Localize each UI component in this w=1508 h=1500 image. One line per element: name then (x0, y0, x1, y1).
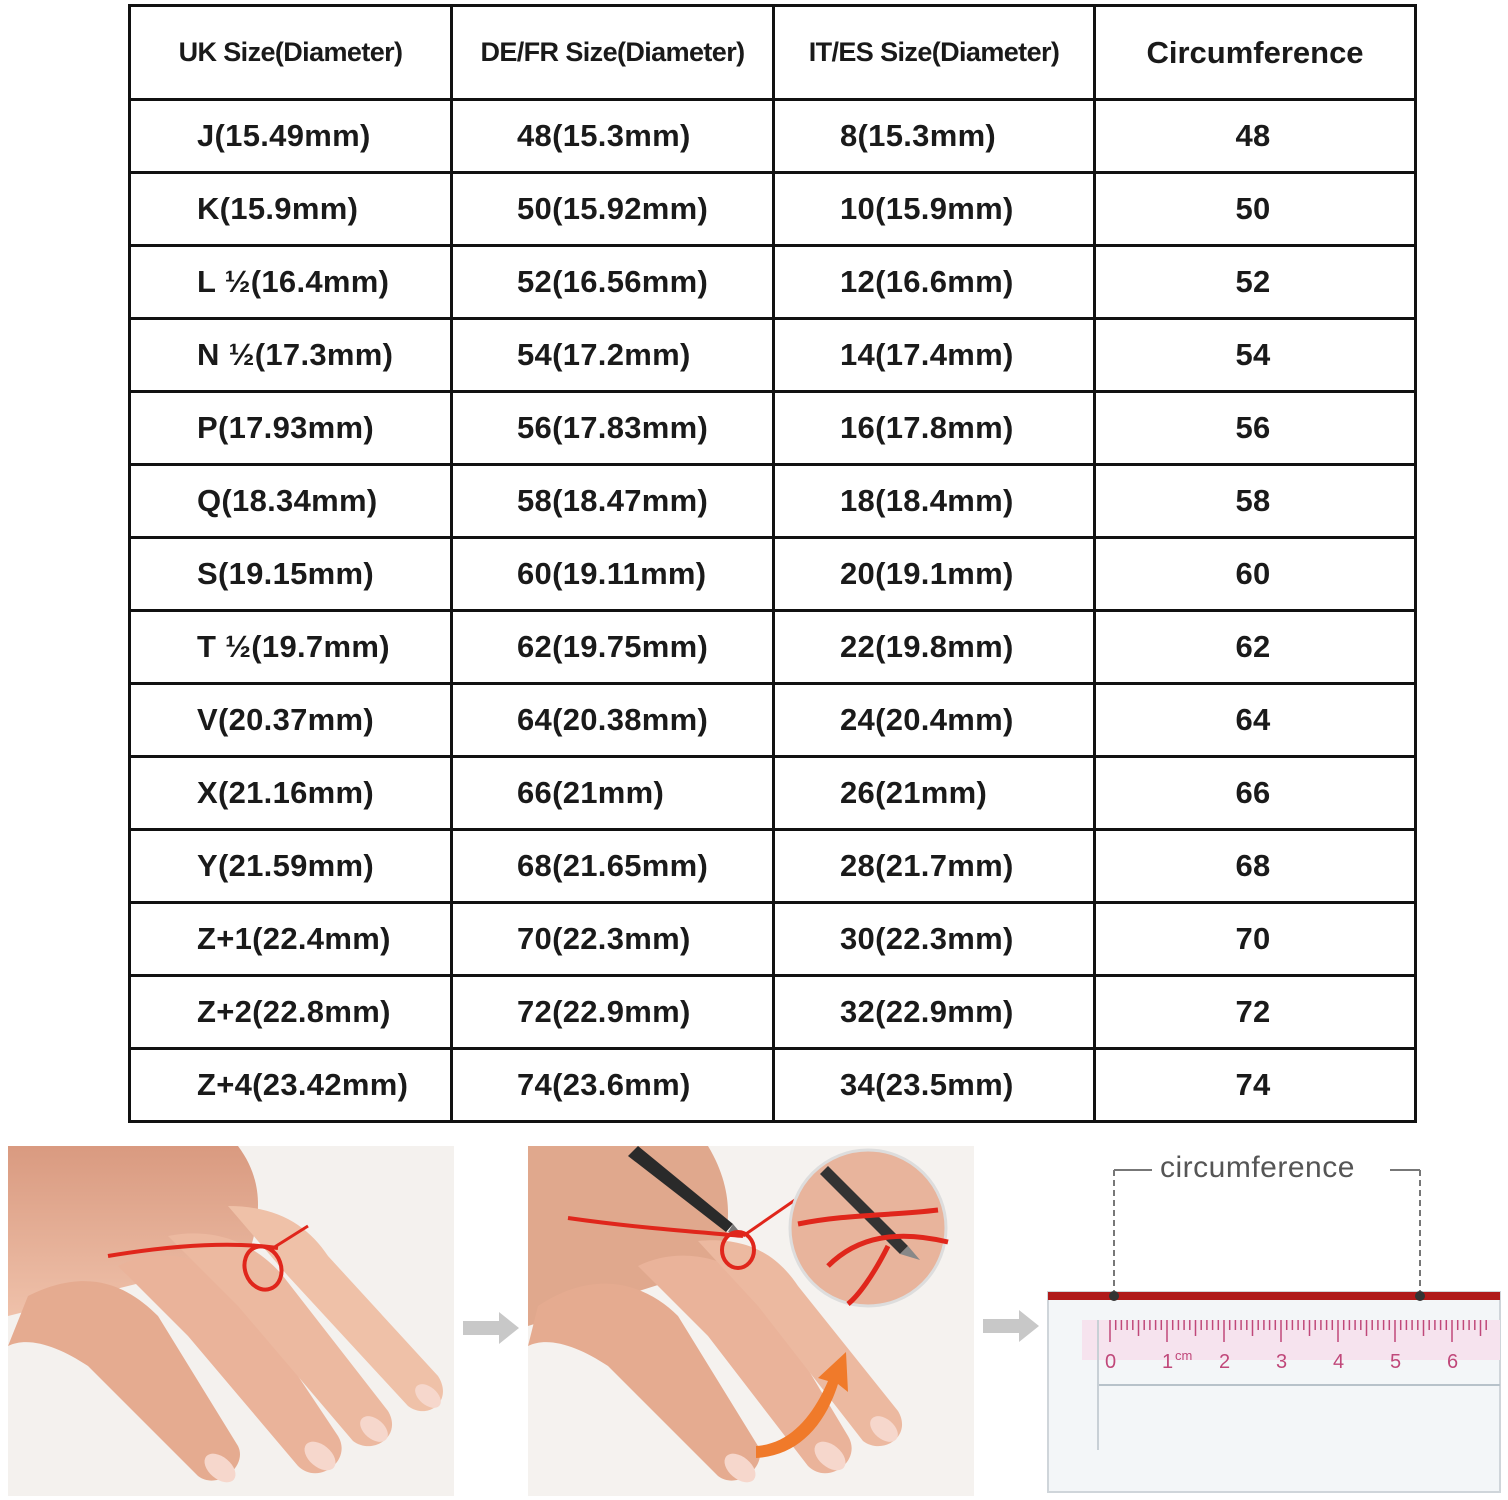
table-row (130, 903, 1416, 976)
header-de-fr-size: DE/FR Size(Diameter) (452, 6, 774, 100)
step-wrap-thread-photo (8, 1146, 454, 1496)
circumference-cell: 48 (1095, 100, 1416, 173)
ruler-number: 1 (1162, 1351, 1174, 1373)
table-row (130, 538, 1416, 611)
step-mark-thread-photo (528, 1146, 974, 1496)
table-row (130, 465, 1416, 538)
circumference-cell: 70 (1095, 903, 1416, 976)
de-fr-size-cell: 72(22.9mm) (452, 976, 774, 1049)
ruler-unit-label: cm (1175, 1348, 1193, 1363)
it-es-size-cell: 20(19.1mm) (774, 538, 1095, 611)
de-fr-size-cell: 66(21mm) (452, 757, 774, 830)
it-es-size-cell: 32(22.9mm) (774, 976, 1095, 1049)
it-es-size-cell: 10(15.9mm) (774, 173, 1095, 246)
ruler-number: 5 (1390, 1351, 1402, 1373)
de-fr-size-cell: 56(17.83mm) (452, 392, 774, 465)
table-row (130, 100, 1416, 173)
it-es-size-cell: 24(20.4mm) (774, 684, 1095, 757)
uk-size-cell: Q(18.34mm) (130, 465, 452, 538)
table-row (130, 684, 1416, 757)
uk-size-cell: J(15.49mm) (130, 100, 452, 173)
uk-size-cell: K(15.9mm) (130, 173, 452, 246)
uk-size-cell: X(21.16mm) (130, 757, 452, 830)
it-es-size-cell: 26(21mm) (774, 757, 1095, 830)
de-fr-size-cell: 58(18.47mm) (452, 465, 774, 538)
de-fr-size-cell: 70(22.3mm) (452, 903, 774, 976)
circumference-cell: 54 (1095, 319, 1416, 392)
circumference-cell: 72 (1095, 976, 1416, 1049)
de-fr-size-cell: 74(23.6mm) (452, 1049, 774, 1122)
uk-size-cell: T ½(19.7mm) (130, 611, 452, 684)
table-row (130, 611, 1416, 684)
de-fr-size-cell: 62(19.75mm) (452, 611, 774, 684)
it-es-size-cell: 12(16.6mm) (774, 246, 1095, 319)
circumference-cell: 64 (1095, 684, 1416, 757)
uk-size-cell: Y(21.59mm) (130, 830, 452, 903)
circumference-cell: 66 (1095, 757, 1416, 830)
circumference-cell: 58 (1095, 465, 1416, 538)
circumference-cell: 62 (1095, 611, 1416, 684)
ring-size-table (128, 4, 1417, 1123)
circumference-cell: 56 (1095, 392, 1416, 465)
uk-size-cell: P(17.93mm) (130, 392, 452, 465)
step-measure-ruler (1040, 1160, 1502, 1496)
uk-size-cell: Z+4(23.42mm) (130, 1049, 452, 1122)
uk-size-cell: Z+2(22.8mm) (130, 976, 452, 1049)
header-uk-size: UK Size(Diameter) (130, 6, 452, 100)
it-es-size-cell: 30(22.3mm) (774, 903, 1095, 976)
ruler-number: 0 (1105, 1351, 1117, 1373)
it-es-size-cell: 8(15.3mm) (774, 100, 1095, 173)
ruler-number: 3 (1276, 1351, 1288, 1373)
table-row (130, 1049, 1416, 1122)
circumference-label: circumference (1160, 1151, 1355, 1184)
circumference-cell: 74 (1095, 1049, 1416, 1122)
de-fr-size-cell: 48(15.3mm) (452, 100, 774, 173)
de-fr-size-cell: 68(21.65mm) (452, 830, 774, 903)
it-es-size-cell: 14(17.4mm) (774, 319, 1095, 392)
de-fr-size-cell: 54(17.2mm) (452, 319, 774, 392)
it-es-size-cell: 22(19.8mm) (774, 611, 1095, 684)
circumference-cell: 68 (1095, 830, 1416, 903)
header-circumference: Circumference (1095, 6, 1416, 100)
table-row (130, 757, 1416, 830)
table-row (130, 319, 1416, 392)
de-fr-size-cell: 60(19.11mm) (452, 538, 774, 611)
de-fr-size-cell: 52(16.56mm) (452, 246, 774, 319)
circumference-cell: 60 (1095, 538, 1416, 611)
uk-size-cell: V(20.37mm) (130, 684, 452, 757)
table-header-row (130, 6, 1416, 100)
it-es-size-cell: 16(17.8mm) (774, 392, 1095, 465)
circumference-cell: 52 (1095, 246, 1416, 319)
header-it-es-size: IT/ES Size(Diameter) (774, 6, 1095, 100)
table-row (130, 173, 1416, 246)
next-step-arrow-icon (463, 1310, 521, 1346)
uk-size-cell: N ½(17.3mm) (130, 319, 452, 392)
table-body (130, 100, 1416, 1122)
it-es-size-cell: 28(21.7mm) (774, 830, 1095, 903)
de-fr-size-cell: 50(15.92mm) (452, 173, 774, 246)
table-row (130, 246, 1416, 319)
next-step-arrow-icon (983, 1308, 1041, 1344)
table-row (130, 392, 1416, 465)
uk-size-cell: L ½(16.4mm) (130, 246, 452, 319)
de-fr-size-cell: 64(20.38mm) (452, 684, 774, 757)
circumference-cell: 50 (1095, 173, 1416, 246)
it-es-size-cell: 18(18.4mm) (774, 465, 1095, 538)
ruler-number: 6 (1447, 1351, 1459, 1373)
table-row (130, 976, 1416, 1049)
uk-size-cell: Z+1(22.4mm) (130, 903, 452, 976)
it-es-size-cell: 34(23.5mm) (774, 1049, 1095, 1122)
ruler-number: 2 (1219, 1351, 1231, 1373)
ruler-number: 4 (1333, 1351, 1345, 1373)
uk-size-cell: S(19.15mm) (130, 538, 452, 611)
table-row (130, 830, 1416, 903)
